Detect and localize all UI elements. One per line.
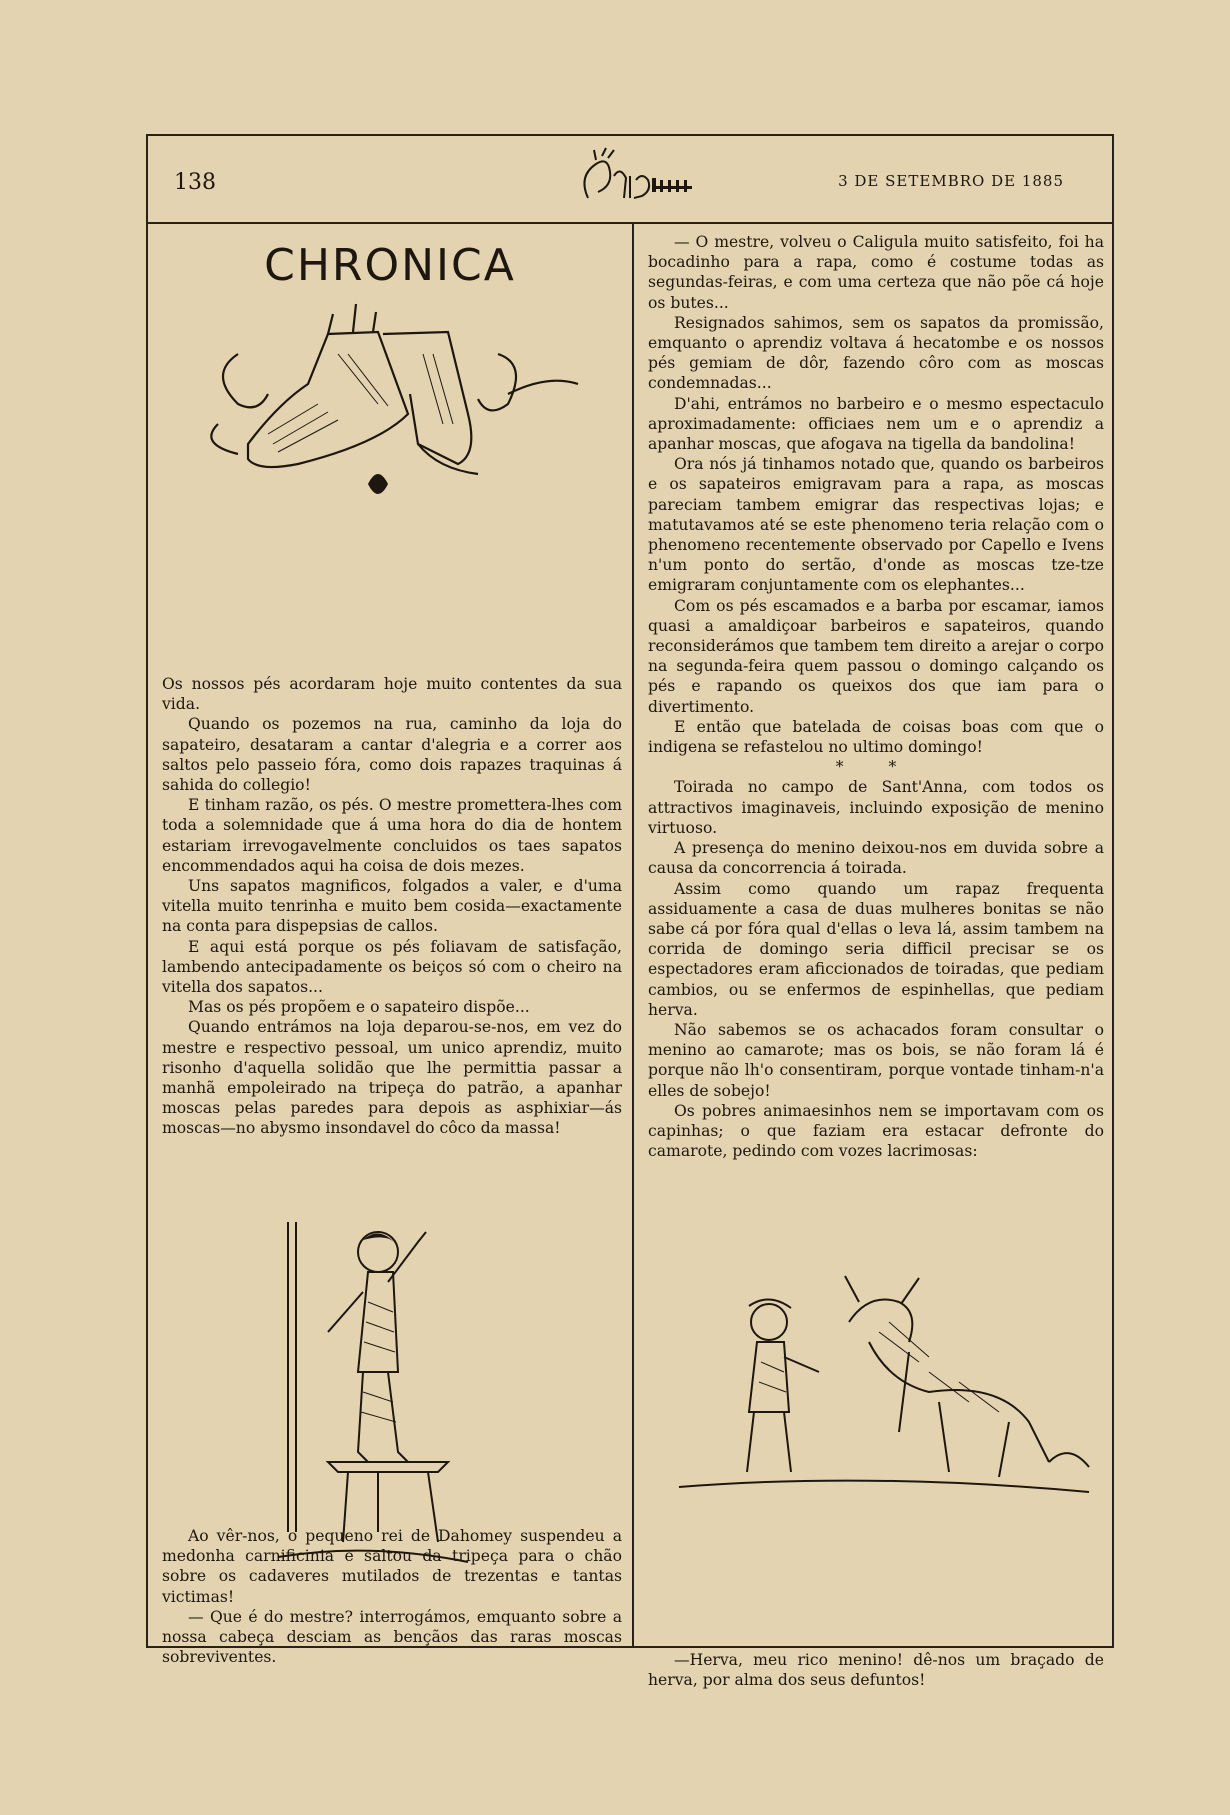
paragraph: Mas os pés propõem e o sapateiro dispõe... [188,998,530,1017]
paragraph: Resignados sahimos, sem os sapatos da promissão, emquanto o aprendiz voltava á hecatombe e os nossos pés gemiam de dôr, fazendo côro com as moscas condemnadas... [648,313,1104,393]
paragraph: Quando entrámos na loja deparou-se-nos, em vez do mestre e respectivo pessoal, um unico aprendiz, muito risonho d'aquella solidão que lhe permittia passar a manhã empoleirado na tripeça do patrão, a apanhar moscas pelas paredes para depois as asphixiar—ás moscas—no abysmo insondavel do côco da massa! [162,1018,622,1138]
paragraph: Com os pés escamados e a barba por escamar, iamos quasi a amaldiçoar barbeiros e sapateiros, quando reconsiderámos que tambem tem direito a arejar o corpo na segunda-feira quem passou o domingo calçando os pés e rapando os queixos dos que iam para o divertimento. [648,596,1104,716]
issue-date: 3 DE SETEMBRO DE 1885 [838,172,1064,190]
section-separator: * * [835,758,917,777]
paragraph: Ora nós já tinhamos notado que, quando os barbeiros e os sapateiros emigravam para a rapa, as moscas pareciam tambem emigrar das respectivas lojas; e matutavamos até se este phenomeno teria relação com o phenomeno recentemente observado por Capello e Ivens n'um ponto do sertão, d'onde as moscas tze-tze emigraram conjuntamente com os elephantes... [648,455,1104,595]
boots-icon [178,294,618,514]
paragraph: Ao vêr-nos, o pequeno rei de Dahomey suspendeu a medonha carnificinia e saltou da tripeça para o chão sobre os cadaveres mutilados de trezentas e tantas victimas! [162,1527,622,1606]
page-number: 138 [174,170,216,195]
paragraph: Os pobres animaesinhos nem se importavam com os capinhas; o que faziam era estacar defronte do camarote, pedindo com vozes lacrimosas: [648,1101,1104,1161]
left-column [148,222,632,1667]
article-text-right-top [648,232,1104,1161]
article-text-bottom [162,1526,622,1667]
newspaper-page [146,134,1114,1690]
paragraph: E tinham razão, os pés. O mestre promettera-lhes com toda a solemnidade que á uma hora do dia de hontem estariam irrevogavelmente concluidos os taes sapatos encommendados aqui ha coisa de dois mezes. [162,796,622,875]
bull-caption [648,1650,1104,1690]
paragraph: — Que é do mestre? interrogámos, emquanto sobre a nossa cabeça desciam as bençãos das raras moscas sobreviventes. [162,1607,622,1667]
boy-and-bull-icon [654,1262,1124,1502]
paragraph: D'ahi, entrámos no barbeiro e o mesmo espectaculo aproximadamente: officiaes nem um e o aprendiz a apanhar moscas, que afogava na tigella da bandolina! [648,394,1104,454]
page-header [148,136,1112,224]
paragraph: Não sabemos se os achacados foram consultar o menino ao camarote; mas os bois, se não foram lá é porque não lh'o consentiram, porque vontade tinham-n'a elles de sobejo! [648,1020,1104,1100]
article-text-top [162,674,622,1139]
paragraph: Toirada no campo de Sant'Anna, com todos os attractivos imaginaveis, incluindo exposição de menino virtuoso. [648,778,1104,837]
paragraph: E então que batelada de coisas boas com que o indigena se refastelou no ultimo domingo! [648,717,1104,757]
paragraph: —Herva, meu rico menino! dê-nos um braçado de herva, por alma dos seus defuntos! [648,1651,1104,1690]
masthead-logo-icon [568,146,698,214]
paragraph: E aqui está porque os pés foliavam de satisfação, lambendo antecipadamente os beiços só com o cheiro na vitella dos sapatos... [162,937,622,997]
paragraph: Uns sapatos magnificos, folgados a valer, e d'uma vitella muito tenrinha e muito bem cosida—exactamente na conta para dispepsias de callos. [162,877,622,936]
right-column [634,222,1114,1690]
paragraph: Quando os pozemos na rua, caminho da loja do sapateiro, desataram a cantar d'alegria e a correr aos saltos pelo passeio fóra, como dois rapazes traquinas á sahida do collegio! [162,715,622,795]
paragraph: A presença do menino deixou-nos em duvida sobre a causa da concorrencia á toirada. [648,839,1104,878]
paragraph: — O mestre, volveu o Caligula muito satisfeito, foi ha bocadinho para a rapa, como é costume todas as segundas-feiras, e com uma certeza que não põe cá hoje os butes... [648,233,1104,312]
section-title: CHRONICA [264,240,516,291]
paragraph: Assim como quando um rapaz frequenta assiduamente a casa de duas mulheres bonitas se não sabe cá por fóra qual d'ellas o leva lá, assim tambem na corrida de domingo seria difficil precisar se os espectadores eram aficcionados de toiradas, que pediam cambios, ou se enfermos de espinhellas, que pediam herva. [648,879,1104,1019]
paragraph: Os nossos pés acordaram hoje muito contentes da sua vida. [162,675,622,714]
